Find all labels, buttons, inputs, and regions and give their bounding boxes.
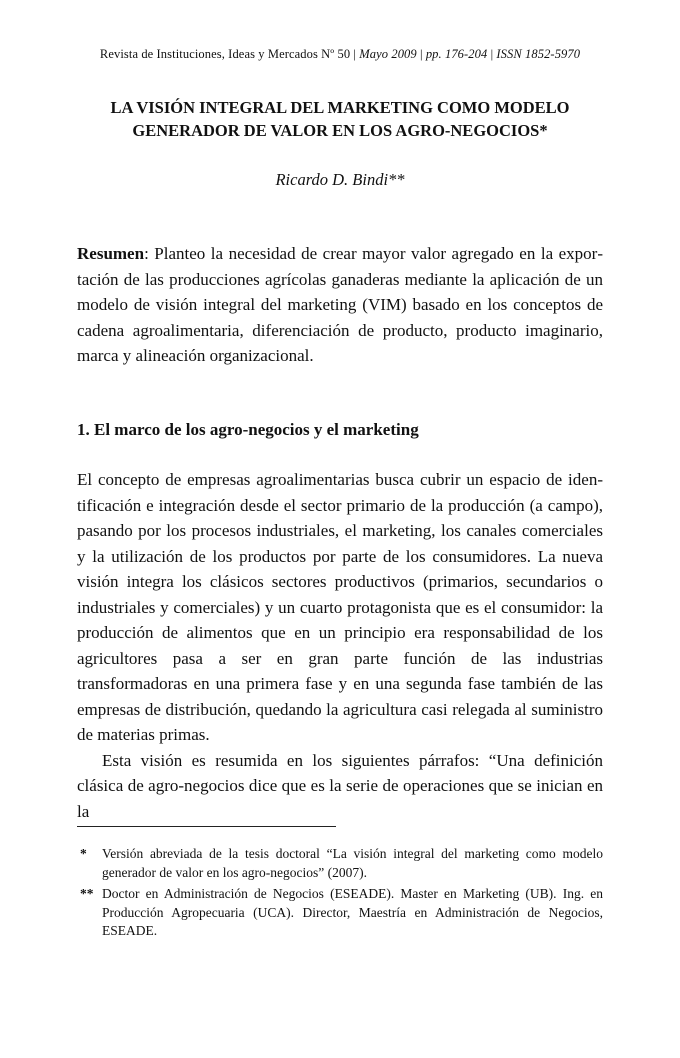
title-line-2: GENERADOR DE VALOR EN LOS AGRO-NEGOCIOS* (132, 121, 548, 140)
header-separator: | (416, 47, 426, 61)
footnote-divider (77, 826, 336, 827)
header-separator: | (350, 47, 360, 61)
header-separator: | (487, 47, 497, 61)
issn: ISSN 1852-5970 (496, 47, 581, 61)
footnote (77, 845, 603, 882)
body-text (77, 467, 603, 824)
section-heading: 1. El marco de los agro-negocios y el marketing (77, 420, 419, 439)
footnote (77, 885, 603, 941)
footnotes (77, 845, 603, 944)
journal-name: Revista de Instituciones, Ideas y Mercados Nº 50 (99, 47, 351, 61)
page-range: pp. 176-204 (425, 47, 488, 61)
article-title (70, 96, 610, 142)
author-name: Ricardo D. Bindi** (275, 170, 405, 189)
running-header (77, 47, 603, 62)
footnote-mark: * (80, 846, 87, 861)
footnote-mark: ** (80, 886, 94, 901)
paragraph-1: El concepto de empresas agroalimentarias busca cubrir un espacio de identificación e integración desde el sector primario de la producción (a campo), pasando por los procesos industriales, el marketing, los canales comerciales y la utilización de los productos por parte de los consumidores. La nueva visión integra los clásicos sectores productivos (primarios, secundarios o industriales y comerciales) y un cuarto protagonista que es el consumidor: la producción de alimentos que en un principio era responsabilidad de los agricultores pasa a ser en gran parte función de las industrias transformadoras en una primera fase y en una segunda fase también de las empresas de distribución, quedando la agricultura casi relegada al suministro de materias primas. (77, 470, 603, 744)
footnote-text: Doctor en Administración de Negocios (ESEADE). Master en Marketing (UB). Ing. en Producción Agropecuaria (UCA). Director, Maestría en Administración de Negocios, ESEADE. (102, 886, 603, 938)
issue-date: Mayo 2009 (359, 47, 417, 61)
footnote-text: Versión abreviada de la tesis doctoral “La visión integral del marketing como modelo generador de valor en los agro-negocios” (2007). (102, 846, 603, 880)
abstract-text: : Planteo la necesidad de crear mayor valor agregado en la exportación de las producciones agrícolas ganaderas mediante la aplicación de un modelo de visión integral del marketing (VIM) basado en los conceptos de cadena agroalimentaria, diferenciación de producto, producto imaginario, marca y alineación organizacional. (77, 244, 603, 365)
paragraph-2: Esta visión es resumida en los siguientes párrafos: “Una definición clásica de agro-negocios dice que es la serie de operaciones que se inician en la (77, 750, 603, 821)
abstract-label: Resumen (77, 244, 145, 263)
abstract (77, 241, 603, 369)
title-line-1: LA VISIÓN INTEGRAL DEL MARKETING COMO MODELO (110, 98, 570, 117)
